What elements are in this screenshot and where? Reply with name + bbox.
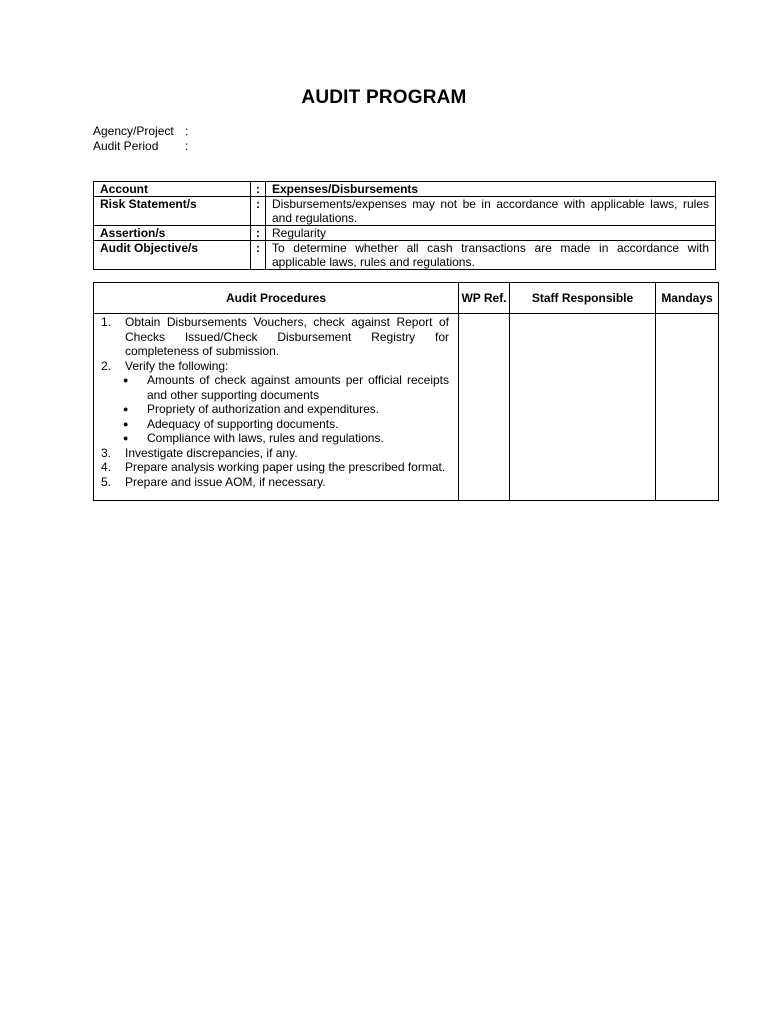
list-item	[101, 446, 449, 461]
meta-audit-period	[93, 139, 188, 154]
table-header-row	[94, 283, 719, 314]
bullet-icon: ●	[123, 418, 129, 429]
sub-list-item	[123, 402, 449, 417]
info-value: Expenses/Disbursements	[266, 182, 716, 197]
procedure-list	[95, 315, 457, 489]
info-separator: :	[251, 226, 266, 241]
step-text: Prepare analysis working paper using the prescribed format.	[125, 460, 446, 474]
step-text: Obtain Disbursements Vouchers, check against Report of Checks Issued/Check Disbursement Registry for completeness of submission.	[125, 315, 449, 358]
info-value: To determine whether all cash transactions are made in accordance with applicable laws, rules and regulations.	[266, 241, 716, 270]
header-audit-procedures: Audit Procedures	[94, 283, 459, 314]
wp-ref-cell	[459, 314, 510, 501]
staff-responsible-cell	[510, 314, 656, 501]
info-row-assertion	[94, 226, 716, 241]
sub-list-item	[123, 417, 449, 432]
meta-label: Audit Period	[93, 139, 159, 153]
meta-label: Agency/Project	[93, 124, 174, 138]
list-item	[101, 359, 449, 446]
info-row-objective	[94, 241, 716, 270]
list-item	[101, 315, 449, 359]
info-separator: :	[251, 197, 266, 226]
audit-procedures-table	[93, 282, 719, 501]
step-number: 5.	[101, 474, 112, 489]
sub-list-item	[123, 431, 449, 446]
sub-procedure-list	[101, 373, 449, 446]
step-text: Investigate discrepancies, if any.	[125, 445, 298, 460]
sub-step-text: Propriety of authorization and expenditures.	[147, 402, 380, 416]
account-info-table	[93, 181, 716, 270]
sub-list-item	[123, 373, 449, 402]
info-row-account	[94, 182, 716, 197]
table-row	[94, 314, 719, 501]
sub-step-text: Compliance with laws, rules and regulations.	[147, 431, 384, 445]
meta-separator: :	[185, 124, 189, 138]
sub-step-text: Amounts of check against amounts per official receipts and other supporting documents	[147, 373, 449, 402]
sub-step-text: Adequacy of supporting documents.	[147, 416, 339, 431]
info-row-risk	[94, 197, 716, 226]
info-value: Disbursements/expenses may not be in accordance with applicable laws, rules and regulations.	[266, 197, 716, 226]
step-number: 4.	[101, 460, 112, 474]
bullet-icon: ●	[123, 375, 129, 385]
info-separator: :	[251, 182, 266, 197]
meta-separator: :	[185, 139, 189, 153]
list-item	[101, 460, 449, 475]
info-label: Audit Objective/s	[94, 241, 251, 270]
info-separator: :	[251, 241, 266, 270]
info-value: Regularity	[266, 226, 716, 241]
step-text: Verify the following:	[125, 358, 229, 373]
mandays-cell	[656, 314, 719, 501]
bullet-icon: ●	[123, 433, 129, 443]
step-number: 3.	[101, 445, 112, 460]
document-meta	[93, 124, 188, 154]
step-text: Prepare and issue AOM, if necessary.	[125, 474, 326, 489]
info-label: Assertion/s	[94, 226, 251, 241]
procedures-cell	[94, 314, 459, 501]
step-line	[101, 359, 449, 374]
list-item	[101, 475, 449, 490]
header-staff-responsible: Staff Responsible	[510, 283, 656, 314]
bullet-icon: ●	[123, 404, 129, 414]
step-number: 1.	[101, 315, 112, 329]
step-number: 2.	[101, 358, 112, 373]
page-title: AUDIT PROGRAM	[301, 87, 467, 108]
header-mandays: Mandays	[656, 283, 719, 314]
meta-agency-project	[93, 124, 188, 139]
header-wp-ref: WP Ref.	[459, 283, 510, 314]
info-label: Risk Statement/s	[94, 197, 251, 226]
info-label: Account	[94, 182, 251, 197]
